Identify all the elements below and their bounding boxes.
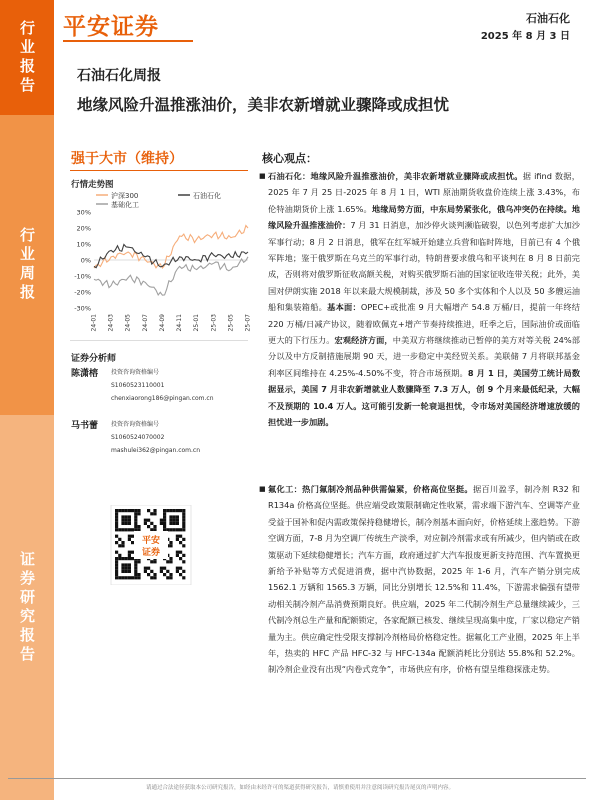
qr-module xyxy=(179,567,182,570)
bullet-icon: ■ xyxy=(259,485,266,493)
qr-module xyxy=(115,567,118,570)
qr-module xyxy=(176,528,179,531)
qr-module xyxy=(179,557,182,560)
footer-divider xyxy=(8,778,586,779)
qr-module xyxy=(182,544,185,547)
y-tick-label: -30% xyxy=(74,304,91,313)
legend-label: 沪深300 xyxy=(111,192,139,200)
qr-module xyxy=(166,509,169,512)
paragraph-run: 中美双方将继续推动已暂停的美方对等关税 24%部分以及中方反制措施展期 90 天，进一步稳定中美经贸关系。美联储 7 月将联邦基金利率区间维持在 4.25%-4.50%不变，符合市场预期。 xyxy=(268,335,580,378)
qr-module xyxy=(160,567,163,570)
qr-module xyxy=(128,551,131,554)
qr-module xyxy=(173,522,176,525)
x-tick-label: 24-09 xyxy=(158,314,166,332)
analyst-name: 马书蕾 xyxy=(71,421,99,431)
logo-underline xyxy=(63,40,193,42)
qr-module xyxy=(134,576,137,579)
paragraph-run: 7 月 31 日消息，加沙停火谈判濒临破裂，以色列考虑扩大加沙军事行动；8 月 2 日消息，俄军在红军城开始建立兵营和临时阵地，目前已有 4 个俄军阵地；鉴于俄罗斯在乌克兰的军事行动，特朗普要求俄乌和平谈判在 8 月 8 日前完成，否则将对俄罗斯征收高额关税，对购买俄罗斯石油的国家征收连带关税；此外，美国对伊朗实施 2018 年以来最大规模制裁，涉及 50 多个实体和个人以及 50 多艘运油船和集装箱船。 xyxy=(268,220,580,313)
qr-module xyxy=(131,557,134,560)
qr-module xyxy=(118,509,121,512)
qr-module xyxy=(128,538,131,541)
qr-module xyxy=(147,525,150,528)
qr-module xyxy=(163,519,166,522)
qr-module xyxy=(169,509,172,512)
qr-module xyxy=(115,528,118,531)
qr-module xyxy=(137,576,140,579)
qr-module xyxy=(128,515,131,518)
qr-module xyxy=(134,522,137,525)
qr-module xyxy=(125,567,128,570)
sidebar-weekly xyxy=(0,115,54,415)
qr-module xyxy=(134,560,137,563)
sidebar-middle-label: 行业周报 xyxy=(18,227,36,303)
report-headline: 地缘风险升温推涨油价，美非农新增就业骤降或成担忧 xyxy=(77,96,450,114)
qr-module xyxy=(121,563,124,566)
qr-module xyxy=(134,519,137,522)
qr-module xyxy=(176,570,179,573)
qr-module xyxy=(147,519,150,522)
qr-module xyxy=(166,576,169,579)
qr-module xyxy=(131,576,134,579)
industry-label: 石油石化 xyxy=(526,12,570,25)
qr-module xyxy=(134,563,137,566)
x-tick-label: 25-01 xyxy=(193,314,201,332)
qr-module xyxy=(176,515,179,518)
qr-module xyxy=(128,522,131,525)
qr-module xyxy=(150,528,153,531)
qr-module xyxy=(137,525,140,528)
qr-module xyxy=(173,509,176,512)
qr-module xyxy=(125,515,128,518)
qr-code xyxy=(96,505,206,585)
qr-module xyxy=(179,541,182,544)
x-tick-label: 24-07 xyxy=(141,314,149,332)
qr-module xyxy=(121,557,124,560)
qr-module xyxy=(137,560,140,563)
sidebar-top-label: 行业报告 xyxy=(18,19,36,96)
qr-module xyxy=(125,519,128,522)
qr-module xyxy=(121,544,124,547)
key-point-petrochemical xyxy=(259,168,581,431)
footer-disclaimer: 请通过合法途径获取本公司研究报告，如经由未经许可的渠道获得研究报告，请慎重使用并注意阅读研究报告尾页的声明内容。 xyxy=(145,785,454,791)
qr-module xyxy=(163,567,166,570)
qr-module xyxy=(125,528,128,531)
qr-module xyxy=(169,515,172,518)
qr-module xyxy=(144,570,147,573)
qr-module xyxy=(182,576,185,579)
qr-module xyxy=(125,576,128,579)
qr-module xyxy=(125,557,128,560)
qr-module xyxy=(131,541,134,544)
qr-module xyxy=(131,509,134,512)
qr-module xyxy=(169,557,172,560)
qr-module xyxy=(182,525,185,528)
qr-module xyxy=(176,567,179,570)
qr-module xyxy=(118,544,121,547)
qr-module xyxy=(173,528,176,531)
qr-module xyxy=(169,576,172,579)
qr-module xyxy=(163,573,166,576)
qr-module xyxy=(182,512,185,515)
qr-module xyxy=(134,570,137,573)
qr-module xyxy=(118,538,121,541)
qr-module xyxy=(182,509,185,512)
qr-module xyxy=(125,522,128,525)
qr-module xyxy=(153,576,156,579)
qr-module xyxy=(169,541,172,544)
industry-rating: 强于大市（维持） xyxy=(71,151,183,167)
qr-module xyxy=(128,567,131,570)
chart-y-axis xyxy=(74,209,248,313)
qr-module xyxy=(125,563,128,566)
qr-module xyxy=(121,519,124,522)
paragraph-run: 石油石化：地缘风险升温推涨油价，美非农新增就业骤降或成担忧。 xyxy=(268,171,523,181)
x-tick-label: 24-03 xyxy=(107,314,115,332)
qr-module xyxy=(182,554,185,557)
chart-x-axis xyxy=(91,314,252,332)
qr-module xyxy=(121,541,124,544)
qr-module xyxy=(179,528,182,531)
qr-module xyxy=(115,519,118,522)
qr-module xyxy=(115,541,118,544)
qr-module xyxy=(137,528,140,531)
qr-module xyxy=(179,535,182,538)
qr-module xyxy=(179,551,182,554)
qr-module xyxy=(176,538,179,541)
chart-title: 行情走势图 xyxy=(71,180,114,190)
qr-module xyxy=(131,535,134,538)
qr-module xyxy=(137,573,140,576)
qr-module xyxy=(134,567,137,570)
qr-module xyxy=(121,515,124,518)
qr-module xyxy=(166,528,169,531)
qr-module xyxy=(128,528,131,531)
qr-module xyxy=(163,525,166,528)
x-tick-label: 24-01 xyxy=(90,314,98,332)
key-point-fluorochemical xyxy=(259,481,580,678)
qr-module xyxy=(121,509,124,512)
chart-plot-area xyxy=(94,226,248,296)
x-tick-label: 25-07 xyxy=(244,314,252,332)
paragraph-run: 据 ifind 数据，2025 年 7 月 25 日-2025 年 8 月 1 日，WTI 原油期货收盘价连续上涨 3.43%，布伦特油期货价上涨 1.65%。 xyxy=(268,171,580,214)
qr-module xyxy=(121,570,124,573)
report-series-title: 石油石化周报 xyxy=(77,68,161,84)
qr-module xyxy=(182,515,185,518)
qr-module xyxy=(153,528,156,531)
qr-module xyxy=(115,560,118,563)
qr-logo-text-1: 平安 xyxy=(141,536,161,546)
qr-module xyxy=(147,573,150,576)
qr-module xyxy=(125,570,128,573)
qr-module xyxy=(115,522,118,525)
qr-module xyxy=(134,525,137,528)
qr-module xyxy=(115,535,118,538)
qr-module xyxy=(176,535,179,538)
qr-module xyxy=(176,551,179,554)
report-date: 2025 年 8 月 3 日 xyxy=(480,31,570,42)
qr-module xyxy=(153,509,156,512)
qr-module xyxy=(128,557,131,560)
qr-module xyxy=(163,512,166,515)
qr-module xyxy=(150,522,153,525)
qr-module xyxy=(150,570,153,573)
qr-module xyxy=(176,519,179,522)
paragraph-run: 地缘局势方面，中东局势紧张化，俄乌冲突仍在持续。地缘风险升温推涨油价： xyxy=(268,203,580,231)
qr-module xyxy=(115,576,118,579)
qr-module xyxy=(182,528,185,531)
qr-module xyxy=(134,528,137,531)
qr-module xyxy=(131,528,134,531)
qr-module xyxy=(115,570,118,573)
qr-module xyxy=(176,554,179,557)
qr-module xyxy=(118,557,121,560)
qr-module xyxy=(115,509,118,512)
qr-module xyxy=(150,560,153,563)
qr-module xyxy=(121,522,124,525)
analysts-heading: 证券分析师 xyxy=(71,354,117,364)
qr-module xyxy=(125,509,128,512)
qr-module xyxy=(160,522,163,525)
paragraph-run: 基本面： xyxy=(327,302,361,313)
qr-module xyxy=(128,519,131,522)
qr-module xyxy=(182,570,185,573)
analyst-name: 陈潇榕 xyxy=(71,369,99,379)
sidebar-securities-research xyxy=(0,415,54,800)
qr-module xyxy=(153,573,156,576)
y-tick-label: -10% xyxy=(74,272,91,281)
legend-label: 石油石化 xyxy=(193,192,221,200)
qr-module xyxy=(121,567,124,570)
paragraph-run: 氟化工：热门氟制冷剂品种供需偏紧，价格高位坚挺。 xyxy=(268,484,473,494)
series-line xyxy=(94,257,248,295)
qr-module xyxy=(147,567,150,570)
y-tick-label: -20% xyxy=(74,288,91,297)
qr-module xyxy=(128,576,131,579)
qr-module xyxy=(150,576,153,579)
market-trend-chart xyxy=(68,190,252,340)
paragraph-run: 据百川盈孚，制冷剂 R32 和 R134a 价格高位坚挺。供应端受政策限制确定性收紧，需求端下游汽车、空调等产业受益于国补和促内需政策保持稳健增长，制冷剂基本面向好，价格延续上涨趋势。下游空调方面，7-8 月为空调厂传统生产淡季，对应制冷剂需求或有所减少，但内销或在政策驱动下延续稳健增长；汽车方面，政府通过扩大汽车报废更新支持范围、汽车置换更新给予补贴等方式促进消费，据中汽协数据，2025 年 1-6 月，汽车产销分别完成 1562.1 万辆和 1565.3 万辆，同比分别增长 12.5%和 11.4%，下游需求偏强有望带动相关制冷剂产品消费预期良好。供应端，2025 年二代制冷剂生产总量继续减少，三代制冷剂总生产量和配额锁定，各家配额已核发、继续呈现高集中度，厂家以稳定产销量为主。供应确定性受限支撑制冷剂格局价格稳定性。据氟化工产业圈，2025 年上半年，热卖的 HFC 产品 HFC-32 与 HFC-134a 配额消耗比分别达 55.8%和 52.2%。制冷剂企业没有出现“内卷式竞争”，市场供应有序，价格有望呈维稳探涨走势。 xyxy=(268,484,580,675)
qr-module xyxy=(163,509,166,512)
chart-legend xyxy=(96,191,221,209)
qr-module xyxy=(128,535,131,538)
qr-module xyxy=(131,551,134,554)
analyst-cert-number: S1060524070002 xyxy=(111,434,165,441)
qr-module xyxy=(176,522,179,525)
qr-module xyxy=(115,515,118,518)
sidebar-industry-report xyxy=(0,0,54,115)
qr-module xyxy=(115,557,118,560)
qr-module xyxy=(169,528,172,531)
qr-module xyxy=(182,560,185,563)
qr-module xyxy=(121,576,124,579)
qr-module xyxy=(182,519,185,522)
analyst-cert-number: S1060523110001 xyxy=(111,382,165,389)
qr-module xyxy=(163,528,166,531)
paragraph-run: 宏观经济方面， xyxy=(334,335,393,346)
qr-module xyxy=(115,563,118,566)
qr-module xyxy=(128,563,131,566)
qr-module xyxy=(118,554,121,557)
x-tick-label: 24-05 xyxy=(124,314,132,332)
qr-module xyxy=(134,573,137,576)
qr-module xyxy=(173,515,176,518)
qr-module xyxy=(144,522,147,525)
qr-module xyxy=(134,512,137,515)
qr-module xyxy=(115,573,118,576)
qr-module xyxy=(169,573,172,576)
legend-label: 基础化工 xyxy=(111,201,139,209)
analyst-cert-label: 投资咨询资格编号 xyxy=(111,369,160,376)
qr-module xyxy=(166,560,169,563)
y-tick-label: 10% xyxy=(76,240,91,249)
rating-divider xyxy=(70,170,248,171)
qr-module xyxy=(179,573,182,576)
qr-module xyxy=(153,560,156,563)
qr-module xyxy=(134,509,137,512)
qr-module xyxy=(169,560,172,563)
qr-module xyxy=(147,509,150,512)
qr-module xyxy=(166,570,169,573)
qr-module xyxy=(118,528,121,531)
qr-module xyxy=(134,515,137,518)
qr-module xyxy=(118,576,121,579)
pingan-logo: 平安证券 xyxy=(63,14,159,40)
qr-module xyxy=(182,538,185,541)
qr-module xyxy=(179,509,182,512)
qr-module xyxy=(169,519,172,522)
qr-module xyxy=(128,570,131,573)
chart-divider xyxy=(70,340,248,341)
analyst-email[interactable]: mashulei362@pingan.com.cn xyxy=(111,447,201,454)
qr-module xyxy=(173,519,176,522)
qr-module xyxy=(160,570,163,573)
analyst-cert-label: 投资咨询资格编号 xyxy=(111,421,160,428)
qr-module xyxy=(128,554,131,557)
key-points-heading: 核心观点： xyxy=(262,152,317,165)
qr-module xyxy=(137,509,140,512)
paragraph-run: OPEC+或批准 9 月大幅增产 54.8 万桶/日，提前一年终结 220 万桶/日减产协议，随着欧佩克+增产节奏持续推进，旺季之后，国际油价或面临更大的下行压力。 xyxy=(268,302,580,346)
y-tick-label: 0% xyxy=(80,256,91,265)
y-tick-label: 20% xyxy=(76,224,91,233)
x-tick-label: 25-03 xyxy=(210,314,218,332)
qr-logo-text-2: 证券 xyxy=(141,548,161,558)
paragraph-run: 8 月 1 日，美国劳工统计局数据显示，美国 7 月非农新增就业人数骤降至 7.3 万人，创 9 个月来最低纪录，大幅不及预期的 10.4 万人。这可能引发新一轮衰退担忧，令市场对美国经济增速放缓的担忧进一步加剧。 xyxy=(268,367,581,428)
qr-module xyxy=(153,512,156,515)
y-tick-label: 30% xyxy=(76,208,91,217)
qr-module xyxy=(160,519,163,522)
qr-module xyxy=(128,509,131,512)
qr-module xyxy=(115,525,118,528)
sidebar-bottom-label: 证券研究报告 xyxy=(18,550,36,665)
qr-module xyxy=(163,515,166,518)
bullet-icon: ■ xyxy=(259,172,266,180)
qr-module xyxy=(176,509,179,512)
qr-module xyxy=(182,522,185,525)
qr-module xyxy=(144,519,147,522)
qr-module xyxy=(150,512,153,515)
qr-module xyxy=(115,551,118,554)
qr-module xyxy=(169,544,172,547)
qr-module xyxy=(115,512,118,515)
analyst-email[interactable]: chenxiaorong186@pingan.com.cn xyxy=(111,395,214,402)
qr-module xyxy=(144,567,147,570)
qr-module xyxy=(137,512,140,515)
qr-module xyxy=(153,525,156,528)
qr-module xyxy=(163,522,166,525)
x-tick-label: 25-05 xyxy=(227,314,235,332)
x-tick-label: 24-11 xyxy=(176,314,184,332)
qr-module xyxy=(169,522,172,525)
qr-module xyxy=(121,528,124,531)
